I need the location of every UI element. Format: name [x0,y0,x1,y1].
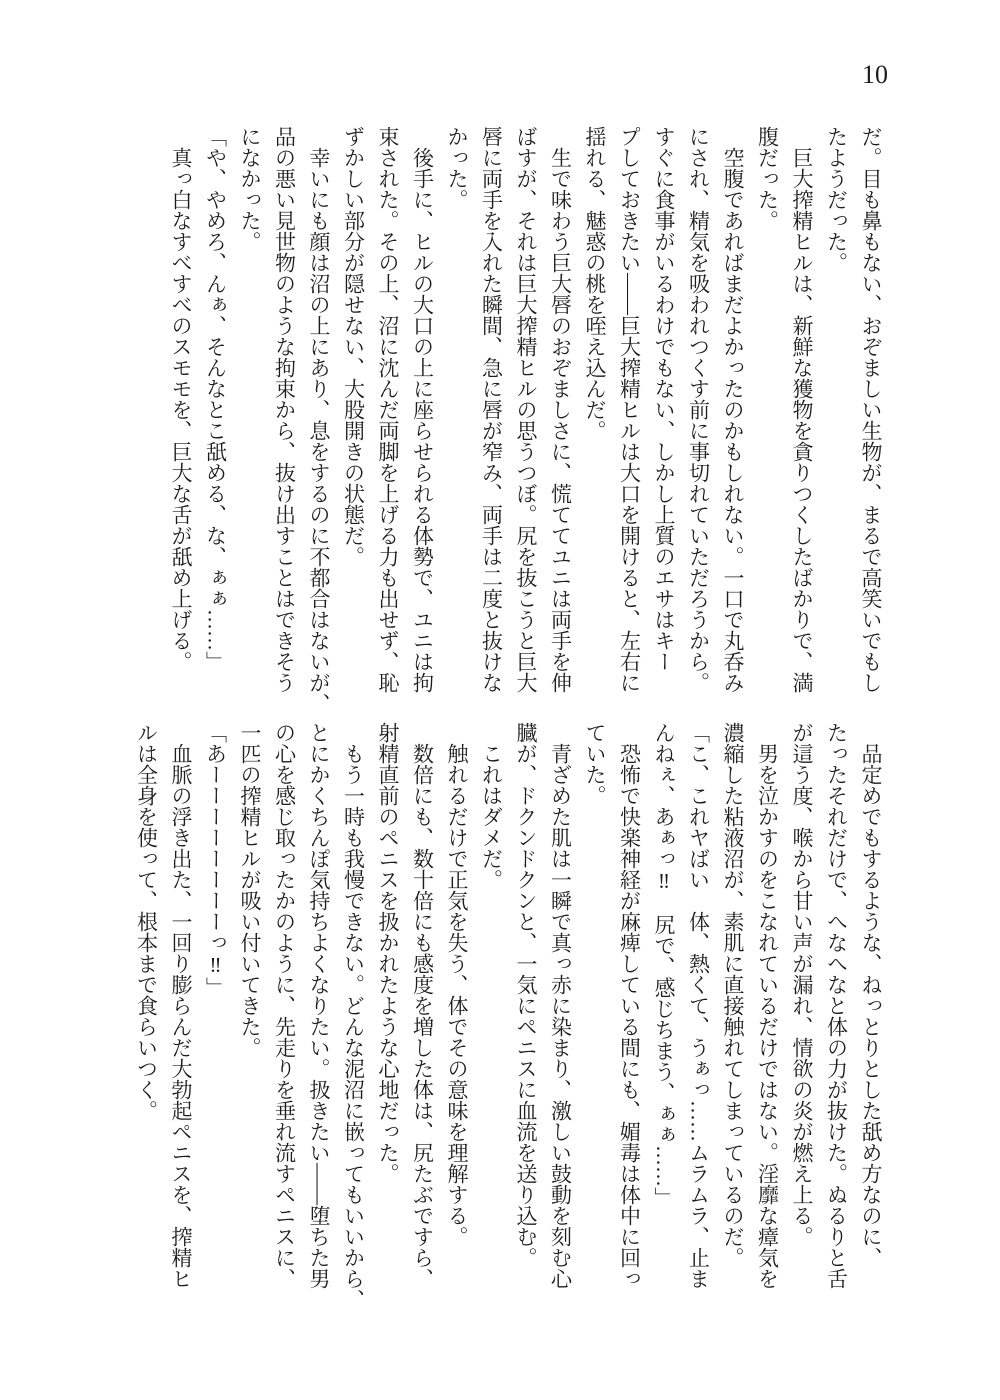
text-line: 空腹であればまだよかったのかもしれない。一口で丸呑み [721,126,745,693]
text-line: 一匹の搾精ヒルが吸い付いてきた。 [238,722,262,1058]
text-line: 「こ、これヤばい 体、熱くて、うぁっ……ムラムラ、止ま [686,722,711,1289]
text-line: 血脈の浮き出た、一回り膨らんだ大勃起ペニスを、搾精ヒ [169,722,193,1289]
text-line: ルは全身を使って、根本まで食らいつく。 [134,722,159,1121]
text-line: にされ、精気を吸われつくす前に事切れていただろうから。 [686,126,711,693]
text-line: 品の悪い見世物のような拘束から、抜け出すことはできそう [272,126,297,693]
text-line: 後手に、ヒルの大口の上に座らせられる体勢で、ユニは拘 [410,126,435,693]
text-block-top [164,126,889,714]
text-line: 腹だった。 [755,126,780,231]
text-line: 数倍にも、数十倍にも感度を増した体は、尻たぶですら、 [410,722,435,1289]
text-line: かった。 [445,126,469,210]
text-line: 生で味わう巨大唇のおぞましさに、慌ててユニは両手を伸 [548,126,573,693]
text-line: 揺れる、魅惑の桃を咥え込んだ。 [583,126,607,441]
text-line: 触れるだけで正気を失う、体でその意味を理解する。 [445,722,469,1247]
text-line: 唇に両手を入れた瞬間、急に唇が窄み、両手は二度と抜けな [479,126,504,693]
text-line: たようだった。 [824,126,849,273]
text-line: 束された。その上、沼に沈んだ両脚を上げる力も出せず、恥 [376,126,400,693]
text-line: 臓が、ドクンドクンと、一気にペニスに血流を送り込む。 [514,722,538,1268]
text-line: 巨大搾精ヒルは、新鮮な獲物を貪りつくしたばかりで、満 [790,126,814,693]
text-line: ていた。 [583,722,607,806]
text-line: 射精直前のペニスを扱かれたような心地だった。 [376,722,400,1184]
text-block-bottom [129,722,888,1310]
text-line: 品定めでもするような、ねっとりとした舐め方なのに、 [859,722,883,1268]
text-line: だ。目も鼻もない、おぞましい生物が、まるで高笑いでもし [859,126,883,693]
text-line: ずかしい部分が隠せない、大股開きの状態だ。 [341,126,366,567]
text-line: プしておきたい――巨大搾精ヒルは大口を開けると、左右に [617,126,642,693]
text-line: とにかくちんぽ気持ちよくなりたい。扱きたい――堕ちた男 [307,722,331,1289]
text-line: んねぇ、あぁっ‼ 尻で、感じちまう、ぁぁ……」 [652,722,676,1208]
text-line: これはダメだ。 [479,722,504,890]
text-line: になかった。 [238,126,262,252]
text-line: 「や、やめろ、んぁ、そんなとこ舐める、な、ぁぁ……」 [203,126,228,672]
text-line: 青ざめた肌は一瞬で真っ赤に染まり、激しい鼓動を刻む心 [548,722,573,1289]
text-line: の心を感じ取ったかのように、先走りを垂れ流すペニスに、 [272,722,297,1289]
text-line: 「あーーーーーーーーっ‼」 [203,722,228,998]
text-line: 恐怖で快楽神経が麻痺している間にも、媚毒は体中に回っ [617,722,642,1289]
text-line: ばすが、それは巨大搾精ヒルの思うつぼ。尻を抜こうと巨大 [514,126,538,693]
page-number: 10 [862,60,888,89]
text-line: すぐに食事がいるわけでもない、しかし上質のエサはキー [652,126,676,672]
text-line: たったそれだけで、へなへなと体の力が抜けた。ぬるりと舌 [824,722,849,1289]
text-line: 男を泣かすのをこなれているだけではない。淫靡な瘴気を [755,722,780,1289]
text-line: 濃縮した粘液沼が、素肌に直接触れてしまっているのだ。 [721,722,745,1268]
text-line: 真っ白なすべすべのスモモを、巨大な舌が舐め上げる。 [169,126,193,672]
text-line: 幸いにも顔は沼の上にあり、息をするのに不都合はないが、 [307,126,331,714]
text-line: が這う度、喉から甘い声が漏れ、情欲の炎が燃え上る。 [790,722,814,1247]
text-line: もう一時も我慢できない。どんな泥沼に嵌ってもいいから、 [341,722,366,1310]
